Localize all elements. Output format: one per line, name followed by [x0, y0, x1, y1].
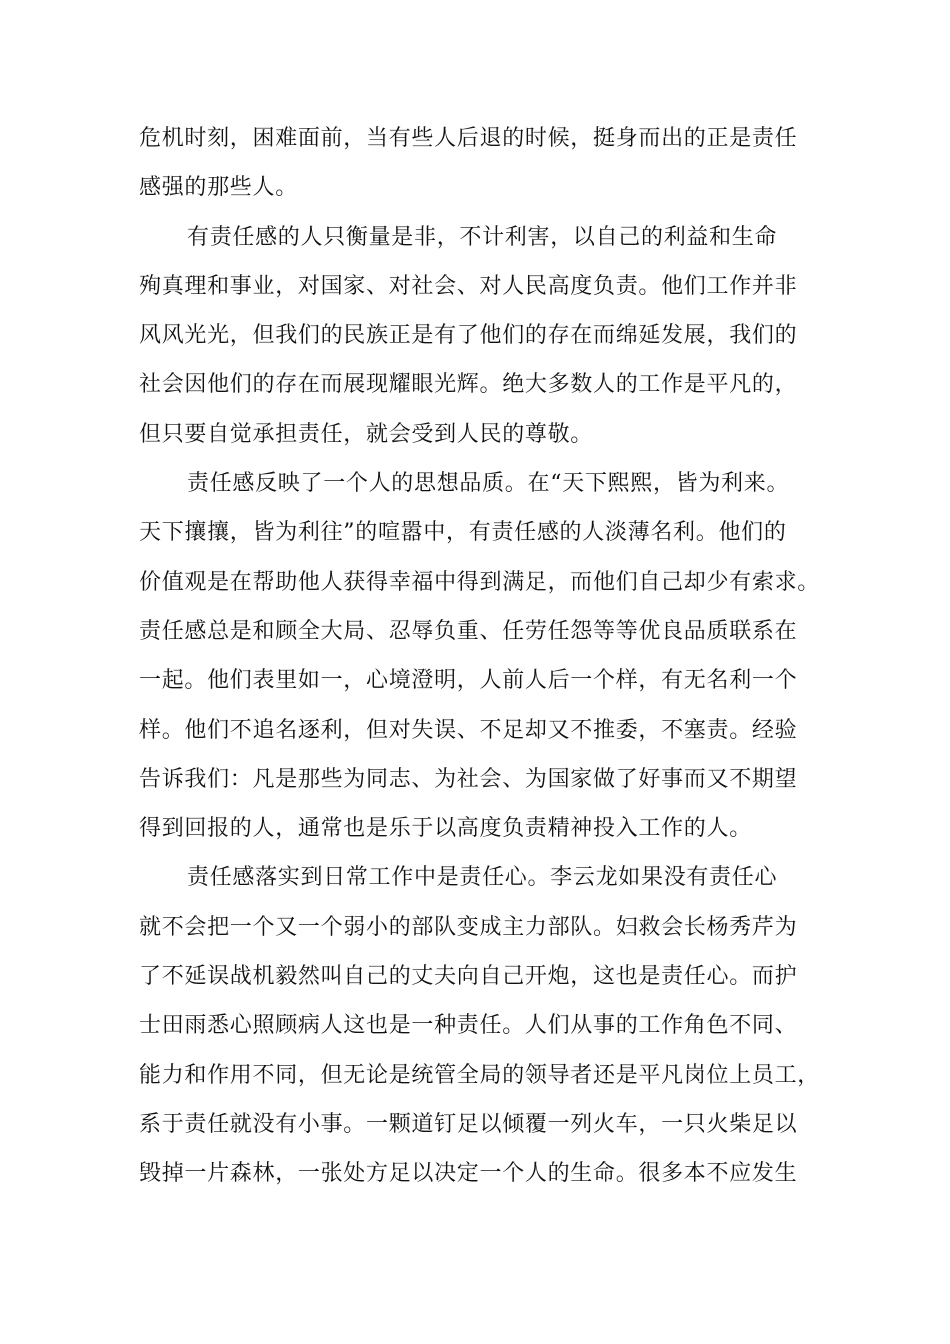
text-line: 感强的那些人。 [139, 175, 298, 201]
text-line: 能力和作用不同，但无论是统管全局的领导者还是平凡岗位上员工， [139, 1062, 821, 1088]
text-line: 就不会把一个又一个弱小的部队变成主力部队。妇救会长杨秀芹为 [139, 914, 798, 940]
text-line: 得到回报的人，通常也是乐于以高度负责精神投入工作的人。 [139, 816, 752, 842]
text-line: 样。他们不追名逐利，但对失误、不足却又不推委，不塞责。经验 [139, 717, 798, 743]
text-line: 一起。他们表里如一，心境澄明，人前人后一个样，有无名利一个 [139, 668, 798, 694]
text-line: 危机时刻，困难面前，当有些人后退的时候，挺身而出的正是责任 [139, 126, 798, 151]
text-line: 社会因他们的存在而展现耀眼光辉。绝大多数人的工作是平凡的， [139, 372, 798, 398]
text-line: 风风光光，但我们的民族正是有了他们的存在而绵延发展，我们的 [139, 323, 798, 349]
text-line: 殉真理和事业，对国家、对社会、对人民高度负责。他们工作并非 [139, 273, 798, 299]
paragraph-start-line: 责任感反映了一个人的思想品质。在“天下熙熙，皆为利来。 [187, 471, 790, 497]
text-line: 告诉我们：凡是那些为同志、为社会、为国家做了好事而又不期望 [139, 766, 798, 792]
paragraph-start-line: 有责任感的人只衡量是非，不计利害，以自己的利益和生命 [187, 224, 778, 250]
body-text [139, 114, 823, 1199]
text-line: 士田雨悉心照顾病人这也是一种责任。人们从事的工作角色不同、 [139, 1013, 798, 1039]
text-line: 了不延误战机毅然叫自己的丈夫向自己开炮，这也是责任心。而护 [139, 964, 798, 990]
text-line: 价值观是在帮助他人获得幸福中得到满足，而他们自己却少有索求。 [139, 569, 821, 595]
text-line: 毁掉一片森林，一张处方足以决定一个人的生命。很多本不应发生 [139, 1161, 798, 1187]
text-line: 天下攘攘，皆为利往”的喧嚣中，有责任感的人淡薄名利。他们的 [139, 520, 787, 546]
text-line: 系于责任就没有小事。一颗道钉足以倾覆一列火车，一只火柴足以 [139, 1111, 798, 1137]
paragraph-start-line: 责任感落实到日常工作中是责任心。李云龙如果没有责任心 [187, 865, 778, 891]
text-line: 但只要自觉承担责任，就会受到人民的尊敬。 [139, 421, 594, 447]
text-line: 责任感总是和顾全大局、忍辱负重、任劳任怨等等优良品质联系在 [139, 618, 798, 644]
